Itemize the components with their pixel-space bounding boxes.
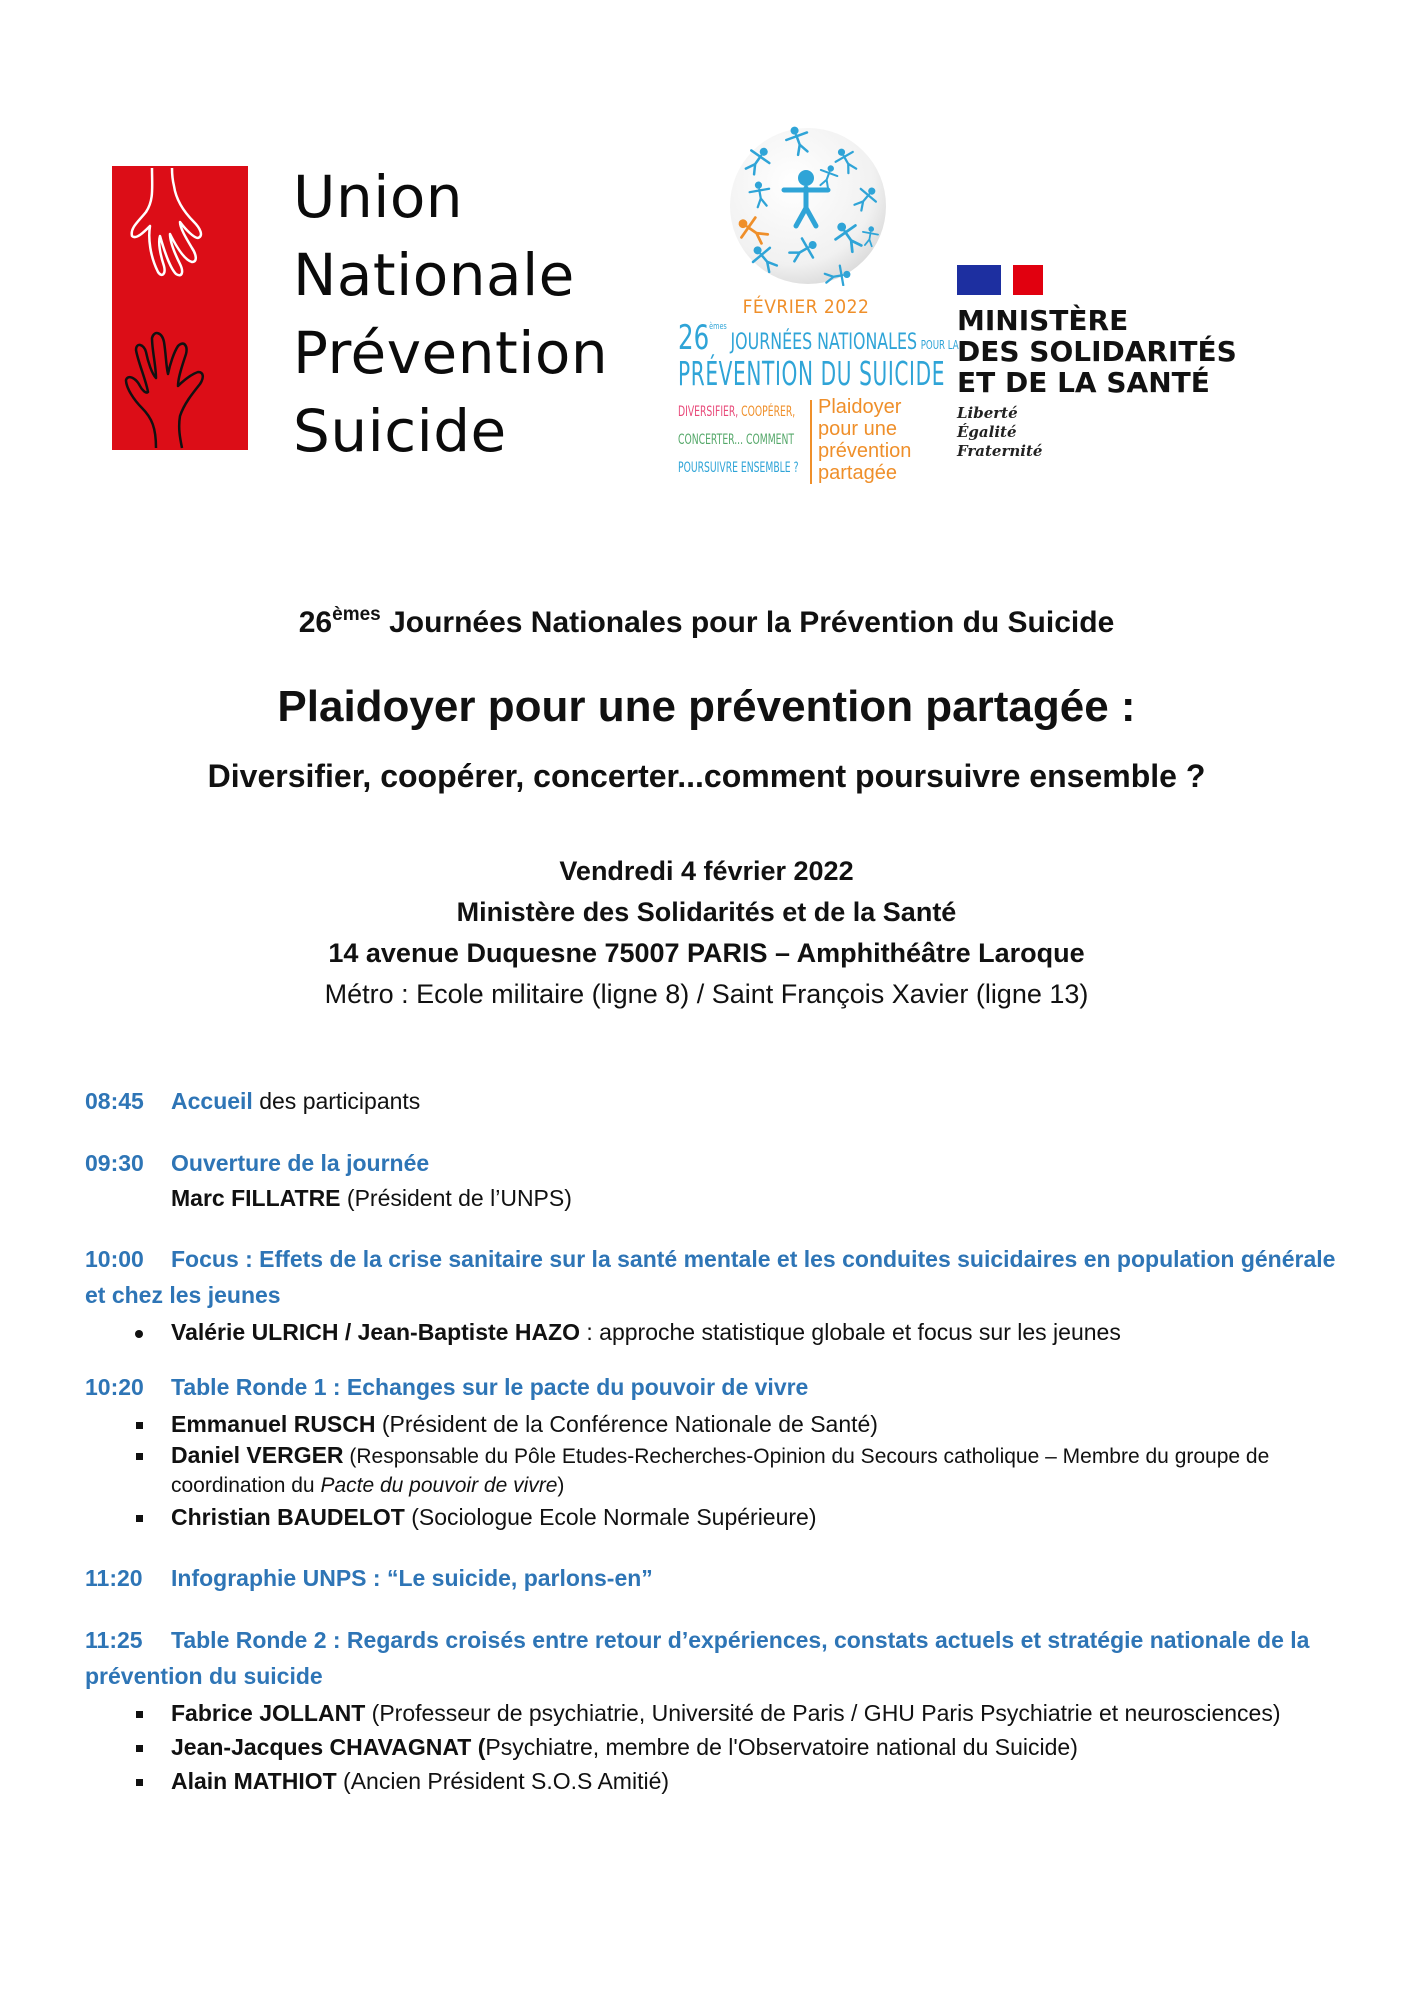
speaker-name: Jean-Jacques CHAVAGNAT ( xyxy=(171,1734,486,1760)
slot-title: Table Ronde 1 : Echanges sur le pacte du pouvoir de vivre xyxy=(171,1374,809,1400)
jnps-pour-la: POUR LA xyxy=(920,338,959,352)
ministry-name-line: DES SOLIDARITÉS xyxy=(957,335,1237,368)
jnps-tagline-2: CONCERTER... COMMENT xyxy=(678,432,795,448)
speaker-list xyxy=(85,1315,1345,1349)
jnps-plaidoyer-line: Plaidoyer xyxy=(818,396,902,418)
jnps-number: 26 xyxy=(678,318,710,358)
jnps-separator xyxy=(810,400,812,484)
slot-title: Accueil xyxy=(171,1088,253,1114)
jnps-cooperer: COOPÉRER, xyxy=(741,404,796,420)
speaker xyxy=(85,1764,1345,1798)
bullet-icon xyxy=(129,1315,149,1349)
motto-line: Liberté xyxy=(957,404,1018,422)
jnps-tagline-3: POURSUIVRE ENSEMBLE ? xyxy=(678,460,799,476)
event-series-title xyxy=(0,606,1413,640)
speaker xyxy=(85,1500,1345,1534)
unps-logo-text xyxy=(293,158,608,470)
event-date: Vendredi 4 février 2022 xyxy=(559,856,854,886)
white-hand-icon xyxy=(132,168,201,275)
speaker-role: (Président de l’UNPS) xyxy=(340,1185,572,1211)
speaker-name: Daniel VERGER xyxy=(171,1442,344,1468)
speaker-role: (Responsable du Pôle Etudes-Recherches-Opinion du Secours catholique – Membre du groupe de coordination du xyxy=(171,1445,1270,1497)
page-subtitle: Diversifier, coopérer, concerter...comment poursuivre ensemble ? xyxy=(207,758,1206,794)
programme-slot xyxy=(85,1560,1345,1596)
slot-time: 10:20 xyxy=(85,1374,144,1400)
jnps-line1 xyxy=(678,318,959,358)
edition-number: 26 xyxy=(298,606,333,639)
ministry-name xyxy=(957,305,1257,398)
unps-line: Suicide xyxy=(293,397,507,465)
marianne-flag-icon xyxy=(957,265,1043,295)
unps-line: Nationale xyxy=(293,241,575,309)
speaker xyxy=(85,1730,1345,1764)
slot-time: 09:30 xyxy=(85,1150,144,1176)
speaker-name: Emmanuel RUSCH xyxy=(171,1411,376,1437)
bullet-icon xyxy=(129,1441,149,1470)
bullet-icon xyxy=(129,1407,149,1441)
jnps-plaidoyer xyxy=(818,396,911,484)
speaker-role-end: ) xyxy=(557,1474,565,1497)
motto-line: Égalité xyxy=(957,423,1017,441)
slot-title: Table Ronde 2 : Regards croisés entre retour d’expériences, constats actuels et stratégie nationale de la prévention du suicide xyxy=(85,1627,1310,1689)
jnps-plaidoyer-line: prévention xyxy=(818,440,912,462)
speaker xyxy=(85,1407,1345,1441)
programme-slot xyxy=(85,1622,1345,1798)
ministry-name-line: ET DE LA SANTÉ xyxy=(957,366,1210,399)
motto-line: Fraternité xyxy=(957,442,1043,460)
jnps-tagline xyxy=(678,398,806,482)
slot-time: 11:25 xyxy=(85,1627,143,1653)
ministry-name-line: MINISTÈRE xyxy=(957,304,1129,337)
slot-title: Ouverture de la journée xyxy=(171,1150,430,1176)
programme xyxy=(85,1083,1345,1824)
bullet-icon xyxy=(129,1730,149,1764)
speaker xyxy=(85,1315,1345,1349)
programme-slot xyxy=(85,1241,1345,1349)
slot-heading xyxy=(85,1560,1345,1596)
slot-title: Focus : Effets de la crise sanitaire sur la santé mentale et les conduites suicidaires en population générale et chez les jeunes xyxy=(85,1246,1336,1308)
speaker-name: Marc FILLATRE xyxy=(171,1185,341,1211)
series-name: Journées Nationales pour la Prévention du Suicide xyxy=(389,606,1115,639)
ministry-logo xyxy=(957,265,1257,461)
speaker-name: Christian BAUDELOT xyxy=(171,1504,405,1530)
event-metro: Métro : Ecole militaire (ligne 8) / Saint François Xavier (ligne 13) xyxy=(324,979,1089,1009)
bullet-icon xyxy=(129,1696,149,1730)
slot-time: 08:45 xyxy=(85,1088,144,1114)
speaker-role: (Président de la Conférence Nationale de Santé) xyxy=(375,1411,878,1437)
jnps-plaidoyer-line: pour une xyxy=(818,418,897,440)
globe-people-icon xyxy=(728,126,888,286)
jnps-journees: JOURNÉES NATIONALES xyxy=(730,330,918,355)
speaker-role: (Ancien Président S.O.S Amitié) xyxy=(336,1768,670,1794)
hands-icon xyxy=(112,166,248,450)
unps-line: Union xyxy=(293,163,464,231)
jnps-ordinal: èmes xyxy=(709,322,727,332)
jnps-diversifier: DIVERSIFIER, xyxy=(678,404,739,420)
slot-heading xyxy=(85,1145,1345,1181)
unps-logo-mark xyxy=(112,166,248,450)
jnps-tagline-1 xyxy=(678,398,796,426)
programme-slot xyxy=(85,1369,1345,1534)
jnps-plaidoyer-line: partagée xyxy=(818,462,897,484)
speaker-role: (Professeur de psychiatrie, Université de Paris / GHU Paris Psychiatrie et neurosciences) xyxy=(365,1700,1281,1726)
jnps-month: FÉVRIER 2022 xyxy=(742,296,870,318)
ministry-motto xyxy=(957,404,1257,461)
speaker-role-italic: Pacte du pouvoir de vivre xyxy=(320,1474,558,1497)
speaker-name: Alain MATHIOT xyxy=(171,1768,337,1794)
slot-title: Infographie UNPS : “Le suicide, parlons-en” xyxy=(171,1565,653,1591)
speaker-name: Valérie ULRICH / Jean-Baptiste HAZO xyxy=(171,1319,580,1345)
speaker-list xyxy=(85,1407,1345,1534)
bullet-icon xyxy=(129,1500,149,1534)
event-address: 14 avenue Duquesne 75007 PARIS – Amphithéâtre Laroque xyxy=(328,938,1085,968)
slot-heading xyxy=(85,1369,1345,1405)
unps-line: Prévention xyxy=(293,319,609,387)
speaker-role: : approche statistique globale et focus sur les jeunes xyxy=(580,1319,1121,1345)
speaker-name: Fabrice JOLLANT xyxy=(171,1700,366,1726)
black-hand-icon xyxy=(126,333,203,448)
slot-time: 10:00 xyxy=(85,1246,144,1272)
slot-time: 11:20 xyxy=(85,1565,143,1591)
slot-heading xyxy=(85,1622,1345,1694)
speaker-role: (Sociologue Ecole Normale Supérieure) xyxy=(404,1504,817,1530)
speaker xyxy=(85,1696,1345,1730)
jnps-logo xyxy=(676,122,959,497)
speaker xyxy=(85,1181,1345,1215)
edition-ordinal: èmes xyxy=(332,604,381,625)
jnps-line2: PRÉVENTION DU SUICIDE xyxy=(678,354,946,393)
speaker-list xyxy=(85,1696,1345,1798)
speaker-role: Psychiatre, membre de l'Observatoire national du Suicide) xyxy=(485,1734,1078,1760)
event-venue: Ministère des Solidarités et de la Santé xyxy=(456,897,957,927)
programme-slot xyxy=(85,1145,1345,1215)
speaker xyxy=(85,1441,1345,1500)
slot-heading xyxy=(85,1241,1345,1313)
slot-heading xyxy=(85,1083,1345,1119)
slot-title-rest: des participants xyxy=(252,1088,421,1114)
page-title: Plaidoyer pour une prévention partagée : xyxy=(277,682,1136,731)
bullet-icon xyxy=(129,1764,149,1798)
programme-slot xyxy=(85,1083,1345,1119)
